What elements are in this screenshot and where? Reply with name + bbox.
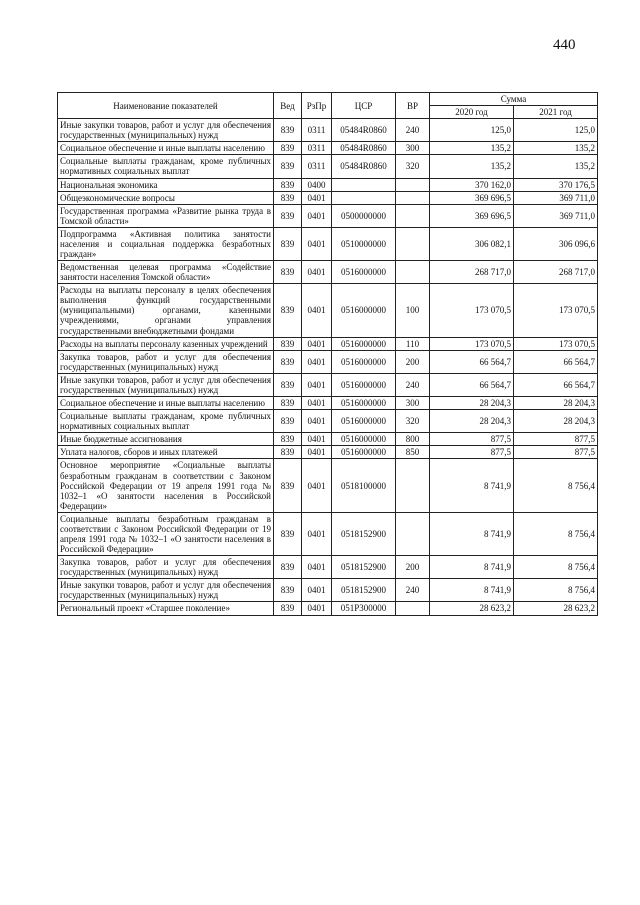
cell-sum-2021: 8 756,4 bbox=[514, 579, 598, 602]
cell-name: Ведомственная целевая программа «Содействие занятости населения Томской области» bbox=[58, 261, 274, 284]
cell-vr bbox=[396, 512, 430, 555]
cell-vr: 850 bbox=[396, 446, 430, 459]
table-row bbox=[58, 142, 598, 155]
cell-vr bbox=[396, 227, 430, 260]
cell-csr: 0518100000 bbox=[332, 459, 396, 512]
cell-csr: 0516000000 bbox=[332, 433, 396, 446]
cell-csr bbox=[332, 191, 396, 204]
cell-ved: 839 bbox=[274, 142, 302, 155]
cell-ved: 839 bbox=[274, 350, 302, 373]
cell-sum-2021: 125,0 bbox=[514, 119, 598, 142]
table-row bbox=[58, 512, 598, 555]
cell-name: Социальное обеспечение и иные выплаты населению bbox=[58, 397, 274, 410]
cell-sum-2020: 66 564,7 bbox=[430, 373, 514, 396]
header-vr: ВР bbox=[396, 93, 430, 119]
cell-vr: 200 bbox=[396, 556, 430, 579]
cell-name: Государственная программа «Развитие рынка труда в Томской области» bbox=[58, 204, 274, 227]
header-year-2020: 2020 год bbox=[430, 106, 514, 119]
cell-rzpr: 0401 bbox=[302, 446, 332, 459]
cell-name: Социальные выплаты гражданам, кроме публичных нормативных социальных выплат bbox=[58, 155, 274, 178]
cell-csr: 05484R0860 bbox=[332, 119, 396, 142]
cell-rzpr: 0311 bbox=[302, 155, 332, 178]
cell-csr: 0516000000 bbox=[332, 373, 396, 396]
table-row bbox=[58, 433, 598, 446]
cell-name: Расходы на выплаты персоналу в целях обеспечения выполнения функций государственными (муниципальными) органами, казенными учреждениями, органами управления государственными внебюджетными фондами bbox=[58, 284, 274, 337]
budget-table bbox=[57, 92, 598, 616]
cell-name: Закупка товаров, работ и услуг для обеспечения государственных (муниципальных) нужд bbox=[58, 556, 274, 579]
cell-rzpr: 0401 bbox=[302, 410, 332, 433]
cell-vr: 300 bbox=[396, 142, 430, 155]
header-name: Наименование показателей bbox=[58, 93, 274, 119]
cell-name: Расходы на выплаты персоналу казенных учреждений bbox=[58, 337, 274, 350]
cell-ved: 839 bbox=[274, 446, 302, 459]
cell-sum-2021: 28 204,3 bbox=[514, 397, 598, 410]
cell-rzpr: 0311 bbox=[302, 142, 332, 155]
table-row bbox=[58, 579, 598, 602]
header-ved: Вед bbox=[274, 93, 302, 119]
cell-vr: 240 bbox=[396, 373, 430, 396]
cell-ved: 839 bbox=[274, 579, 302, 602]
cell-ved: 839 bbox=[274, 119, 302, 142]
table-row bbox=[58, 602, 598, 615]
cell-sum-2020: 66 564,7 bbox=[430, 350, 514, 373]
cell-csr: 0518152900 bbox=[332, 579, 396, 602]
cell-name: Национальная экономика bbox=[58, 178, 274, 191]
cell-rzpr: 0401 bbox=[302, 459, 332, 512]
cell-sum-2020: 135,2 bbox=[430, 142, 514, 155]
cell-rzpr: 0401 bbox=[302, 373, 332, 396]
cell-vr: 800 bbox=[396, 433, 430, 446]
cell-sum-2021: 877,5 bbox=[514, 446, 598, 459]
table-row bbox=[58, 459, 598, 512]
cell-sum-2020: 369 696,5 bbox=[430, 191, 514, 204]
header-sum: Сумма bbox=[430, 93, 598, 106]
cell-name: Закупка товаров, работ и услуг для обеспечения государственных (муниципальных) нужд bbox=[58, 350, 274, 373]
cell-name: Уплата налогов, сборов и иных платежей bbox=[58, 446, 274, 459]
cell-name: Основное мероприятие «Социальные выплаты безработным гражданам в соответствии с Законом Российской Федерации от 19 апреля 1991 года № 1032–1 «О занятости населения в Российской Федерации» bbox=[58, 459, 274, 512]
table-row bbox=[58, 178, 598, 191]
cell-ved: 839 bbox=[274, 373, 302, 396]
table-row bbox=[58, 155, 598, 178]
cell-vr bbox=[396, 191, 430, 204]
cell-sum-2020: 268 717,0 bbox=[430, 261, 514, 284]
table-row bbox=[58, 227, 598, 260]
cell-rzpr: 0400 bbox=[302, 178, 332, 191]
table-row bbox=[58, 337, 598, 350]
cell-sum-2020: 8 741,9 bbox=[430, 556, 514, 579]
cell-name: Социальные выплаты безработным гражданам в соответствии с Законом Российской Федерации от 19 апреля 1991 года № 1032–1 «О занятости населения в Российской Федерации» bbox=[58, 512, 274, 555]
cell-sum-2020: 8 741,9 bbox=[430, 459, 514, 512]
cell-ved: 839 bbox=[274, 459, 302, 512]
cell-sum-2020: 28 623,2 bbox=[430, 602, 514, 615]
cell-rzpr: 0401 bbox=[302, 350, 332, 373]
cell-csr: 0516000000 bbox=[332, 284, 396, 337]
cell-rzpr: 0401 bbox=[302, 512, 332, 555]
cell-csr: 0516000000 bbox=[332, 410, 396, 433]
cell-sum-2020: 125,0 bbox=[430, 119, 514, 142]
cell-ved: 839 bbox=[274, 155, 302, 178]
cell-vr: 240 bbox=[396, 579, 430, 602]
cell-sum-2020: 8 741,9 bbox=[430, 512, 514, 555]
cell-name: Подпрограмма «Активная политика занятости населения и социальная поддержка безработных граждан» bbox=[58, 227, 274, 260]
cell-vr: 200 bbox=[396, 350, 430, 373]
cell-sum-2020: 877,5 bbox=[430, 446, 514, 459]
cell-name: Общеэкономические вопросы bbox=[58, 191, 274, 204]
cell-sum-2020: 306 082,1 bbox=[430, 227, 514, 260]
header-year-2021: 2021 год bbox=[514, 106, 598, 119]
cell-name: Иные закупки товаров, работ и услуг для обеспечения государственных (муниципальных) нужд bbox=[58, 373, 274, 396]
cell-sum-2021: 135,2 bbox=[514, 155, 598, 178]
cell-sum-2020: 8 741,9 bbox=[430, 579, 514, 602]
cell-rzpr: 0401 bbox=[302, 579, 332, 602]
cell-rzpr: 0401 bbox=[302, 191, 332, 204]
cell-rzpr: 0401 bbox=[302, 204, 332, 227]
cell-vr bbox=[396, 459, 430, 512]
cell-ved: 839 bbox=[274, 602, 302, 615]
cell-csr: 0510000000 bbox=[332, 227, 396, 260]
cell-ved: 839 bbox=[274, 204, 302, 227]
cell-sum-2021: 66 564,7 bbox=[514, 373, 598, 396]
cell-csr: 0516000000 bbox=[332, 397, 396, 410]
cell-csr bbox=[332, 178, 396, 191]
cell-rzpr: 0401 bbox=[302, 337, 332, 350]
cell-name: Иные закупки товаров, работ и услуг для обеспечения государственных (муниципальных) нужд bbox=[58, 119, 274, 142]
cell-ved: 839 bbox=[274, 410, 302, 433]
cell-rzpr: 0401 bbox=[302, 556, 332, 579]
table-row bbox=[58, 204, 598, 227]
cell-csr: 051P300000 bbox=[332, 602, 396, 615]
cell-rzpr: 0401 bbox=[302, 397, 332, 410]
cell-vr bbox=[396, 602, 430, 615]
table-row bbox=[58, 373, 598, 396]
cell-sum-2021: 306 096,6 bbox=[514, 227, 598, 260]
cell-ved: 839 bbox=[274, 433, 302, 446]
cell-csr: 0500000000 bbox=[332, 204, 396, 227]
cell-sum-2021: 173 070,5 bbox=[514, 284, 598, 337]
cell-name: Социальные выплаты гражданам, кроме публичных нормативных социальных выплат bbox=[58, 410, 274, 433]
cell-ved: 839 bbox=[274, 556, 302, 579]
cell-sum-2021: 369 711,0 bbox=[514, 191, 598, 204]
cell-vr: 110 bbox=[396, 337, 430, 350]
cell-rzpr: 0401 bbox=[302, 602, 332, 615]
table-row bbox=[58, 261, 598, 284]
page-number: 440 bbox=[553, 37, 576, 53]
cell-name: Социальное обеспечение и иные выплаты населению bbox=[58, 142, 274, 155]
table-row bbox=[58, 397, 598, 410]
cell-vr: 320 bbox=[396, 155, 430, 178]
cell-sum-2020: 135,2 bbox=[430, 155, 514, 178]
cell-sum-2021: 369 711,0 bbox=[514, 204, 598, 227]
cell-csr: 0516000000 bbox=[332, 446, 396, 459]
cell-sum-2021: 28 623,2 bbox=[514, 602, 598, 615]
cell-sum-2021: 66 564,7 bbox=[514, 350, 598, 373]
cell-ved: 839 bbox=[274, 191, 302, 204]
table-row bbox=[58, 284, 598, 337]
header-rzpr: РзПр bbox=[302, 93, 332, 119]
cell-vr: 300 bbox=[396, 397, 430, 410]
table-body bbox=[58, 119, 598, 615]
table-row bbox=[58, 119, 598, 142]
cell-ved: 839 bbox=[274, 512, 302, 555]
header-csr: ЦСР bbox=[332, 93, 396, 119]
cell-csr: 0518152900 bbox=[332, 512, 396, 555]
cell-sum-2021: 8 756,4 bbox=[514, 556, 598, 579]
cell-ved: 839 bbox=[274, 227, 302, 260]
table-row bbox=[58, 191, 598, 204]
cell-sum-2020: 28 204,3 bbox=[430, 410, 514, 433]
cell-rzpr: 0401 bbox=[302, 433, 332, 446]
cell-ved: 839 bbox=[274, 284, 302, 337]
cell-sum-2020: 173 070,5 bbox=[430, 284, 514, 337]
cell-rzpr: 0401 bbox=[302, 284, 332, 337]
cell-ved: 839 bbox=[274, 178, 302, 191]
cell-sum-2021: 370 176,5 bbox=[514, 178, 598, 191]
cell-sum-2020: 369 696,5 bbox=[430, 204, 514, 227]
cell-vr: 240 bbox=[396, 119, 430, 142]
table-row bbox=[58, 350, 598, 373]
cell-sum-2020: 28 204,3 bbox=[430, 397, 514, 410]
cell-sum-2021: 8 756,4 bbox=[514, 459, 598, 512]
cell-sum-2021: 135,2 bbox=[514, 142, 598, 155]
cell-csr: 0516000000 bbox=[332, 337, 396, 350]
cell-rzpr: 0401 bbox=[302, 227, 332, 260]
cell-csr: 05484R0860 bbox=[332, 155, 396, 178]
cell-csr: 0516000000 bbox=[332, 350, 396, 373]
table-row bbox=[58, 446, 598, 459]
cell-sum-2021: 877,5 bbox=[514, 433, 598, 446]
cell-sum-2020: 173 070,5 bbox=[430, 337, 514, 350]
cell-sum-2021: 173 070,5 bbox=[514, 337, 598, 350]
cell-rzpr: 0311 bbox=[302, 119, 332, 142]
cell-ved: 839 bbox=[274, 397, 302, 410]
cell-ved: 839 bbox=[274, 337, 302, 350]
table-row bbox=[58, 410, 598, 433]
cell-csr: 0516000000 bbox=[332, 261, 396, 284]
cell-name: Региональный проект «Старшее поколение» bbox=[58, 602, 274, 615]
cell-vr bbox=[396, 261, 430, 284]
cell-sum-2021: 8 756,4 bbox=[514, 512, 598, 555]
cell-csr: 05484R0860 bbox=[332, 142, 396, 155]
cell-ved: 839 bbox=[274, 261, 302, 284]
cell-name: Иные закупки товаров, работ и услуг для обеспечения государственных (муниципальных) нужд bbox=[58, 579, 274, 602]
cell-sum-2021: 28 204,3 bbox=[514, 410, 598, 433]
cell-vr: 320 bbox=[396, 410, 430, 433]
table-row bbox=[58, 556, 598, 579]
cell-name: Иные бюджетные ассигнования bbox=[58, 433, 274, 446]
table-header bbox=[58, 93, 598, 119]
cell-csr: 0518152900 bbox=[332, 556, 396, 579]
cell-rzpr: 0401 bbox=[302, 261, 332, 284]
cell-sum-2020: 370 162,0 bbox=[430, 178, 514, 191]
cell-vr bbox=[396, 204, 430, 227]
cell-vr: 100 bbox=[396, 284, 430, 337]
cell-vr bbox=[396, 178, 430, 191]
cell-sum-2020: 877,5 bbox=[430, 433, 514, 446]
cell-sum-2021: 268 717,0 bbox=[514, 261, 598, 284]
